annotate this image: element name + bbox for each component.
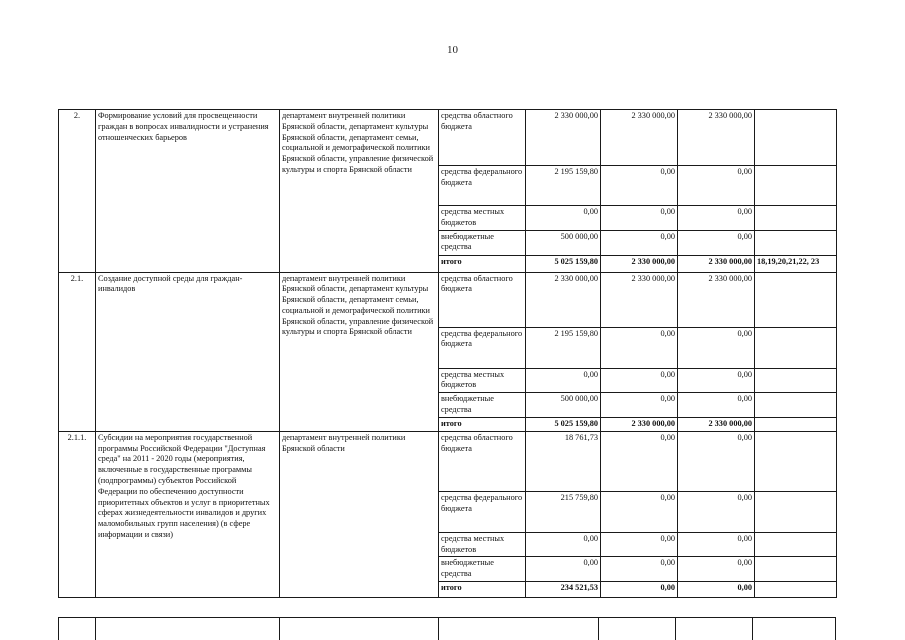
funding-source-label: средства федерального бюджета: [439, 491, 526, 532]
total-year-2: 2 330 000,00: [601, 418, 678, 432]
indicator-empty: [755, 166, 837, 206]
table-body: [59, 110, 837, 598]
amount-year-3: 0,00: [678, 230, 755, 255]
total-year-1: 234 521,53: [526, 582, 601, 598]
indicator-empty: [755, 368, 837, 393]
amount-year-2: 0,00: [601, 327, 678, 368]
bottom-rule: [58, 617, 836, 618]
stub-line: [835, 617, 836, 640]
amount-year-2: 0,00: [601, 368, 678, 393]
item-executor: департамент внутренней политики Брянской области: [280, 431, 439, 598]
amount-year-3: 0,00: [678, 206, 755, 231]
amount-year-3: 2 330 000,00: [678, 272, 755, 327]
stub-line: [95, 617, 96, 640]
indicator-empty: [755, 110, 837, 166]
funding-source-label: средства местных бюджетов: [439, 532, 526, 557]
stub-line: [675, 617, 676, 640]
funding-source-label: внебюджетные средства: [439, 557, 526, 582]
item-executor: департамент внутренней политики Брянской области, департамент культуры Брянской области, департамент семьи, социальной и демографической политики Брянской области, управление физической культуры и спорта Брянской области: [280, 272, 439, 431]
total-year-3: 2 330 000,00: [678, 418, 755, 432]
amount-year-2: 0,00: [601, 431, 678, 491]
amount-year-2: 0,00: [601, 393, 678, 418]
total-year-1: 5 025 159,80: [526, 418, 601, 432]
item-number: 2.: [59, 110, 96, 273]
funding-source-label: внебюджетные средства: [439, 230, 526, 255]
total-year-1: 5 025 159,80: [526, 255, 601, 272]
funding-source-label: средства местных бюджетов: [439, 206, 526, 231]
item-name: Формирование условий для просвещенности граждан в вопросах инвалидности и устранения отношенческих барьеров: [96, 110, 280, 273]
target-indicators: [755, 418, 837, 432]
funding-source-label: средства областного бюджета: [439, 431, 526, 491]
page-number: 10: [447, 44, 458, 56]
total-label: итого: [439, 418, 526, 432]
amount-year-1: 0,00: [526, 206, 601, 231]
funding-source-label: средства федерального бюджета: [439, 166, 526, 206]
funding-source-label: средства областного бюджета: [439, 272, 526, 327]
amount-year-3: 0,00: [678, 327, 755, 368]
indicator-empty: [755, 327, 837, 368]
amount-year-2: 2 330 000,00: [601, 110, 678, 166]
amount-year-1: 2 195 159,80: [526, 327, 601, 368]
amount-year-3: 0,00: [678, 431, 755, 491]
total-label: итого: [439, 255, 526, 272]
indicator-empty: [755, 206, 837, 231]
amount-year-1: 500 000,00: [526, 393, 601, 418]
funding-source-label: средства местных бюджетов: [439, 368, 526, 393]
total-year-3: 2 330 000,00: [678, 255, 755, 272]
amount-year-1: 2 330 000,00: [526, 272, 601, 327]
table-row: [59, 431, 837, 491]
amount-year-3: 2 330 000,00: [678, 110, 755, 166]
total-year-2: 2 330 000,00: [601, 255, 678, 272]
amount-year-3: 0,00: [678, 557, 755, 582]
amount-year-3: 0,00: [678, 166, 755, 206]
amount-year-1: 215 759,80: [526, 491, 601, 532]
amount-year-1: 0,00: [526, 368, 601, 393]
amount-year-2: 0,00: [601, 532, 678, 557]
amount-year-1: 500 000,00: [526, 230, 601, 255]
stub-line: [598, 617, 599, 640]
amount-year-3: 0,00: [678, 393, 755, 418]
item-name: Субсидии на мероприятия государственной программы Российской Федерации "Доступная среда" на 2011 - 2020 годы (мероприятия, включенные в государственные программы (подпрограммы) субъектов Российской Федерации по обеспечению доступности приоритетных объектов и услуг в приоритетных сферах жизнедеятельности инвалидов и других маломобильных групп населения) (в сфере информации и связи): [96, 431, 280, 598]
indicator-empty: [755, 557, 837, 582]
indicator-empty: [755, 431, 837, 491]
table-row: [59, 272, 837, 327]
amount-year-2: 0,00: [601, 557, 678, 582]
total-label: итого: [439, 582, 526, 598]
amount-year-1: 2 330 000,00: [526, 110, 601, 166]
amount-year-3: 0,00: [678, 532, 755, 557]
stub-line: [438, 617, 439, 640]
total-year-2: 0,00: [601, 582, 678, 598]
amount-year-2: 0,00: [601, 206, 678, 231]
stub-line: [279, 617, 280, 640]
target-indicators: 18,19,20,21,22, 23: [755, 255, 837, 272]
stub-line: [58, 617, 59, 640]
indicator-empty: [755, 393, 837, 418]
table-row: [59, 110, 837, 166]
amount-year-1: 2 195 159,80: [526, 166, 601, 206]
stub-line: [752, 617, 753, 640]
indicator-empty: [755, 491, 837, 532]
funding-source-label: внебюджетные средства: [439, 393, 526, 418]
amount-year-1: 18 761,73: [526, 431, 601, 491]
amount-year-1: 0,00: [526, 532, 601, 557]
amount-year-2: 0,00: [601, 230, 678, 255]
amount-year-1: 0,00: [526, 557, 601, 582]
item-executor: департамент внутренней политики Брянской области, департамент культуры Брянской области, департамент семьи, социальной и демографической политики Брянской области, управление физической культуры и спорта Брянской области: [280, 110, 439, 273]
indicator-empty: [755, 532, 837, 557]
item-number: 2.1.1.: [59, 431, 96, 598]
item-number: 2.1.: [59, 272, 96, 431]
funding-source-label: средства областного бюджета: [439, 110, 526, 166]
amount-year-2: 0,00: [601, 166, 678, 206]
amount-year-3: 0,00: [678, 491, 755, 532]
item-name: Создание доступной среды для граждан-инвалидов: [96, 272, 280, 431]
target-indicators: [755, 582, 837, 598]
indicator-empty: [755, 272, 837, 327]
indicator-empty: [755, 230, 837, 255]
amount-year-2: 0,00: [601, 491, 678, 532]
amount-year-3: 0,00: [678, 368, 755, 393]
amount-year-2: 2 330 000,00: [601, 272, 678, 327]
budget-table: [58, 109, 837, 598]
funding-source-label: средства федерального бюджета: [439, 327, 526, 368]
total-year-3: 0,00: [678, 582, 755, 598]
